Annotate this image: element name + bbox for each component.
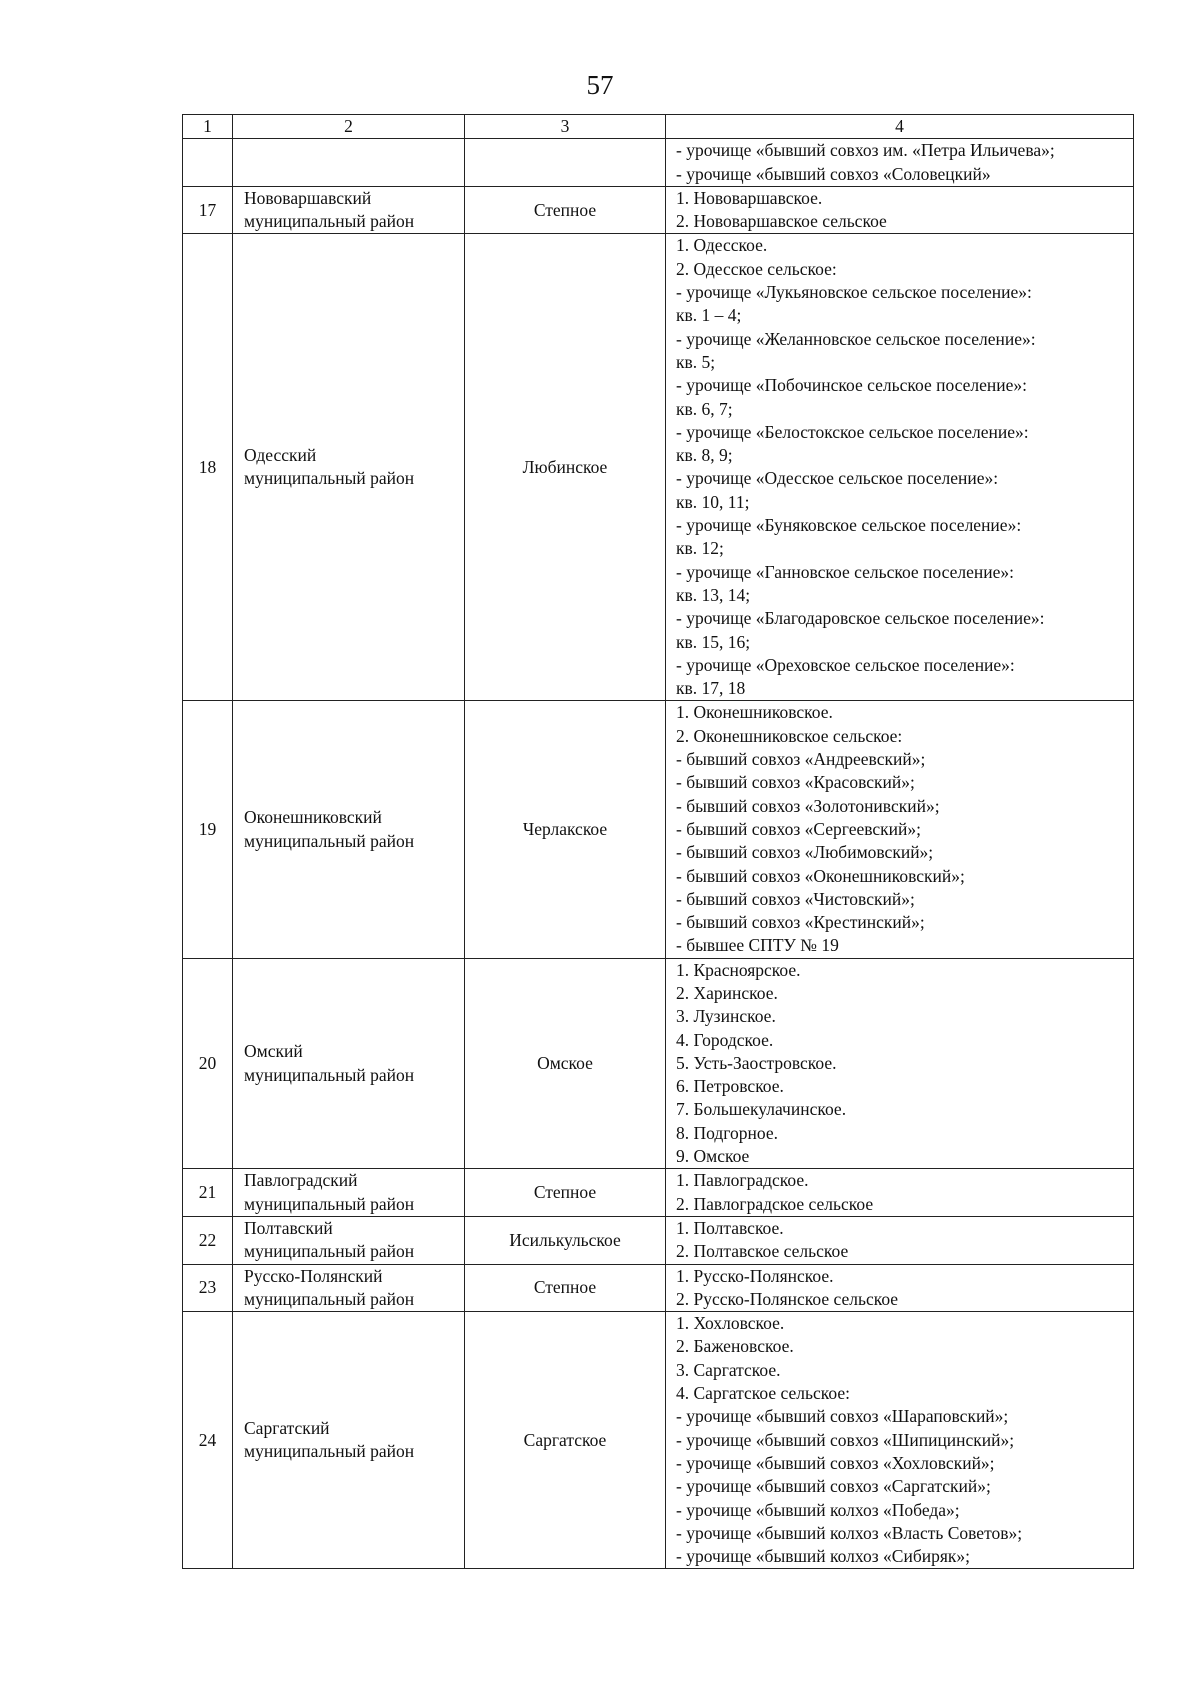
settlement-line: - бывший совхоз «Крестинский»; <box>676 912 925 933</box>
row-number: 19 <box>183 701 233 958</box>
settlement-line: кв. 1 – 4; <box>676 305 742 326</box>
column-header-4: 4 <box>666 115 1134 139</box>
settlement-line: - урочище «бывший совхоз «Соловецкий» <box>676 163 991 184</box>
district-name-line: муниципальный район <box>244 211 415 232</box>
settlement-line: кв. 8, 9; <box>676 445 733 466</box>
settlement-line: 3. Саргатское. <box>676 1359 781 1380</box>
district-name-line: муниципальный район <box>244 1193 415 1214</box>
settlement-line: - урочище «Буняковское сельское поселение»: <box>676 515 1022 536</box>
center-cell <box>465 139 666 187</box>
district-name-line: Оконешниковский <box>244 807 382 828</box>
settlement-line: - бывший совхоз «Сергеевский»; <box>676 818 922 839</box>
settlement-line: - урочище «бывший колхоз «Власть Советов»; <box>676 1522 1023 1543</box>
center-cell: Омское <box>465 958 666 1169</box>
settlement-line: 2. Одесское сельское: <box>676 258 837 279</box>
settlement-line: - урочище «бывший совхоз «Хохловский»; <box>676 1452 995 1473</box>
settlements-cell <box>666 139 1134 187</box>
district-name-line: муниципальный район <box>244 830 415 851</box>
settlements-cell <box>666 186 1134 234</box>
district-name-line: Одесский <box>244 445 317 466</box>
settlement-line: кв. 6, 7; <box>676 398 733 419</box>
settlement-line: - бывший совхоз «Красовский»; <box>676 772 915 793</box>
district-cell <box>233 1264 465 1312</box>
district-name-line: Павлоградский <box>244 1170 358 1191</box>
settlement-line: - бывший совхоз «Оконешниковский»; <box>676 865 965 886</box>
district-name-line: муниципальный район <box>244 1288 415 1309</box>
row-number: 18 <box>183 234 233 701</box>
district-name-line: муниципальный район <box>244 1064 415 1085</box>
table-row <box>183 958 1134 1169</box>
center-cell: Саргатское <box>465 1312 666 1569</box>
settlement-line: 1. Красноярское. <box>676 959 801 980</box>
settlement-line: 1. Хохловское. <box>676 1313 785 1334</box>
district-name-line: муниципальный район <box>244 468 415 489</box>
settlement-line: - урочище «Лукьяновское сельское поселение»: <box>676 282 1032 303</box>
district-cell <box>233 958 465 1169</box>
settlements-cell <box>666 958 1134 1169</box>
settlement-line: кв. 17, 18 <box>676 678 746 699</box>
header-row <box>183 115 1134 139</box>
district-name-line: Нововаршавский <box>244 187 372 208</box>
district-name-line: Полтавский <box>244 1217 333 1238</box>
district-name-line: Омский <box>244 1041 303 1062</box>
district-cell <box>233 1216 465 1264</box>
settlement-line: кв. 12; <box>676 538 724 559</box>
column-header-1: 1 <box>183 115 233 139</box>
settlements-cell <box>666 234 1134 701</box>
settlement-line: 1. Одесское. <box>676 235 768 256</box>
district-name-line: Саргатский <box>244 1417 330 1438</box>
settlement-line: 4. Городское. <box>676 1029 774 1050</box>
center-cell: Любинское <box>465 234 666 701</box>
district-name-line: муниципальный район <box>244 1441 415 1462</box>
settlement-line: 4. Саргатское сельское: <box>676 1383 850 1404</box>
column-header-3: 3 <box>465 115 666 139</box>
settlement-line: - урочище «Желанновское сельское поселение»: <box>676 328 1036 349</box>
settlement-line: - урочище «бывший совхоз им. «Петра Ильичева»; <box>676 140 1055 161</box>
settlements-cell <box>666 1264 1134 1312</box>
district-cell <box>233 234 465 701</box>
table-row <box>183 701 1134 958</box>
settlement-line: - урочище «бывший колхоз «Победа»; <box>676 1499 960 1520</box>
district-cell <box>233 1169 465 1217</box>
settlements-cell <box>666 701 1134 958</box>
settlement-line: кв. 5; <box>676 351 716 372</box>
table-row <box>183 186 1134 234</box>
districts-table <box>182 114 1134 1569</box>
row-number <box>183 139 233 187</box>
center-cell: Степное <box>465 186 666 234</box>
settlement-line: 2. Харинское. <box>676 982 778 1003</box>
table-row <box>183 1169 1134 1217</box>
settlement-line: 3. Лузинское. <box>676 1006 776 1027</box>
settlement-line: 2. Оконешниковское сельское: <box>676 725 903 746</box>
center-cell: Исилькульское <box>465 1216 666 1264</box>
column-header-2: 2 <box>233 115 465 139</box>
settlement-line: - бывший совхоз «Андреевский»; <box>676 749 926 770</box>
settlements-cell <box>666 1216 1134 1264</box>
district-cell <box>233 701 465 958</box>
settlement-line: 7. Большекулачинское. <box>676 1099 847 1120</box>
settlement-line: - бывший совхоз «Любимовский»; <box>676 842 934 863</box>
settlement-line: 5. Усть-Заостровское. <box>676 1052 837 1073</box>
settlements-cell <box>666 1169 1134 1217</box>
settlement-line: - урочище «бывший совхоз «Саргатский»; <box>676 1476 991 1497</box>
settlement-line: кв. 15, 16; <box>676 631 751 652</box>
settlement-line: - урочище «Ганновское сельское поселение»: <box>676 561 1014 582</box>
table-row <box>183 1216 1134 1264</box>
district-cell <box>233 139 465 187</box>
settlement-line: - урочище «Белостокское сельское поселение»: <box>676 421 1029 442</box>
district-name-line: муниципальный район <box>244 1241 415 1262</box>
settlement-line: кв. 13, 14; <box>676 584 751 605</box>
settlement-line: - урочище «бывший совхоз «Шипицинский»; <box>676 1429 1015 1450</box>
center-cell: Черлакское <box>465 701 666 958</box>
settlement-line: 2. Русско-Полянское сельское <box>676 1288 899 1309</box>
settlement-line: 2. Полтавское сельское <box>676 1241 849 1262</box>
table-row <box>183 139 1134 187</box>
district-name-line: Русско-Полянский <box>244 1265 383 1286</box>
settlement-line: - бывший совхоз «Чистовский»; <box>676 888 915 909</box>
settlement-line: - бывший совхоз «Золотонивский»; <box>676 795 940 816</box>
settlement-line: 2. Павлоградское сельское <box>676 1193 874 1214</box>
settlement-line: 2. Нововаршавское сельское <box>676 211 887 232</box>
table-row <box>183 234 1134 701</box>
settlement-line: - урочище «Побочинское сельское поселение»: <box>676 375 1027 396</box>
settlement-line: 9. Омское <box>676 1146 750 1167</box>
settlement-line: 2. Баженовское. <box>676 1336 794 1357</box>
table-header <box>183 115 1134 139</box>
row-number: 17 <box>183 186 233 234</box>
settlement-line: - урочище «бывший совхоз «Шараповский»; <box>676 1406 1009 1427</box>
table-row <box>183 1264 1134 1312</box>
table-row <box>183 1312 1134 1569</box>
center-cell: Степное <box>465 1169 666 1217</box>
settlement-line: 1. Полтавское. <box>676 1217 784 1238</box>
page-number: 57 <box>586 70 614 100</box>
settlement-line: - урочище «Ореховское сельское поселение»: <box>676 654 1015 675</box>
row-number: 22 <box>183 1216 233 1264</box>
district-cell <box>233 186 465 234</box>
row-number: 21 <box>183 1169 233 1217</box>
row-number: 20 <box>183 958 233 1169</box>
settlements-cell <box>666 1312 1134 1569</box>
settlement-line: - бывшее СПТУ № 19 <box>676 935 839 956</box>
settlement-line: - урочище «бывший колхоз «Сибиряк»; <box>676 1546 970 1567</box>
settlement-line: 1. Нововаршавское. <box>676 187 823 208</box>
district-cell <box>233 1312 465 1569</box>
table-body <box>183 139 1134 1569</box>
row-number: 23 <box>183 1264 233 1312</box>
settlement-line: - урочище «Благодаровское сельское поселение»: <box>676 608 1045 629</box>
center-cell: Степное <box>465 1264 666 1312</box>
settlement-line: 6. Петровское. <box>676 1076 784 1097</box>
settlement-line: 1. Русско-Полянское. <box>676 1265 834 1286</box>
settlement-line: 8. Подгорное. <box>676 1122 779 1143</box>
row-number: 24 <box>183 1312 233 1569</box>
settlement-line: кв. 10, 11; <box>676 491 750 512</box>
settlement-line: 1. Оконешниковское. <box>676 702 833 723</box>
settlement-line: - урочище «Одесское сельское поселение»: <box>676 468 999 489</box>
settlement-line: 1. Павлоградское. <box>676 1170 809 1191</box>
